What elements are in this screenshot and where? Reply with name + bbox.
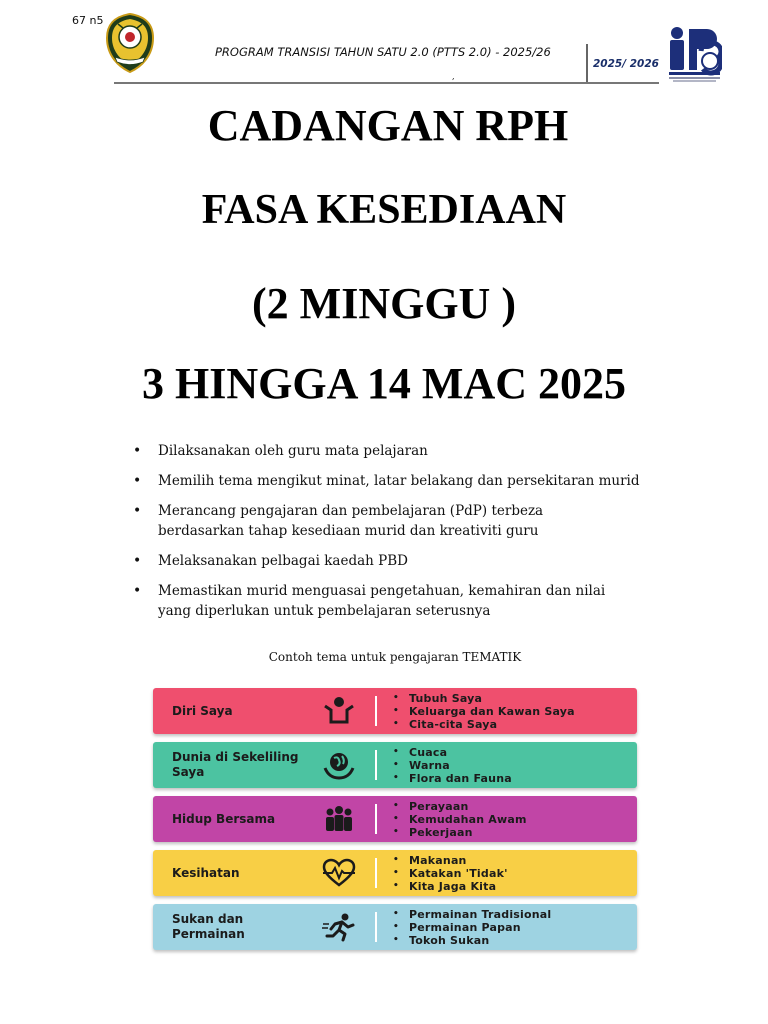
theme-items	[393, 746, 512, 785]
theme-item: • Keluarga dan Kawan Saya	[393, 705, 575, 718]
theme-name-line: Diri Saya	[172, 703, 233, 718]
theme-separator	[375, 912, 377, 942]
heart-pulse-icon	[321, 858, 357, 888]
bullet-item	[133, 551, 673, 571]
theme-items	[393, 854, 508, 893]
header-program: PROGRAM TRANSISI TAHUN SATU 2.0 (PTTS 2.0) - 2025/26	[215, 45, 551, 59]
school-crest-logo	[105, 12, 155, 74]
theme-name-line: Permainan	[172, 927, 245, 941]
theme-name	[158, 796, 313, 842]
bullet-list	[133, 441, 673, 631]
header-year: 2025/ 2026	[593, 58, 659, 70]
globe-hands-icon	[321, 750, 357, 780]
theme-name-line: Kesihatan	[172, 865, 240, 880]
theme-item: • Tubuh Saya	[393, 692, 575, 705]
theme-separator	[375, 696, 377, 726]
title-line-3: (2 MINGGU )	[252, 279, 516, 328]
theme-name-line: Hidup Bersama	[172, 811, 276, 826]
bullet-item	[133, 471, 673, 491]
theme-name-line: Sukan dan	[172, 912, 244, 926]
bullet-text: yang diperlukan untuk pembelajaran seterusnya	[158, 603, 491, 619]
theme-item: • Perayaan	[393, 800, 527, 813]
theme-separator	[375, 750, 377, 780]
theme-items	[393, 908, 551, 947]
theme-name-line: Saya	[172, 765, 205, 779]
theme-item: • Kemudahan Awam	[393, 813, 527, 826]
theme-items	[393, 692, 575, 731]
page-id: 67 n5	[72, 14, 104, 27]
theme-row-dunia	[153, 742, 637, 788]
running-person-icon	[321, 912, 357, 942]
bullet-text: • Memastikan murid menguasai pengetahuan, kemahiran dan nilai	[158, 583, 606, 599]
theme-item: • Cuaca	[393, 746, 512, 759]
theme-name	[158, 850, 313, 896]
theme-item: • Tokoh Sukan	[393, 934, 551, 947]
theme-row-hidup-bersama	[153, 796, 637, 842]
themes-caption: Contoh tema untuk pengajaran TEMATIK	[268, 650, 522, 664]
theme-item: • Permainan Papan	[393, 921, 551, 934]
theme-separator	[375, 858, 377, 888]
bullet-text: • Memilih tema mengikut minat, latar belakang dan persekitaran murid	[158, 473, 640, 489]
theme-name	[158, 688, 313, 734]
theme-item: • Katakan 'Tidak'	[393, 867, 508, 880]
bullet-item	[133, 441, 673, 461]
bullet-text: berdasarkan tahap kesediaan murid dan kreativiti guru	[158, 523, 539, 539]
theme-separator	[375, 804, 377, 834]
bullet-item	[133, 501, 673, 541]
theme-item: • Cita-cita Saya	[393, 718, 575, 731]
theme-row-sukan	[153, 904, 637, 950]
title-line-1: CADANGAN RPH	[207, 101, 569, 150]
title-line-2: FASA KESEDIAAN	[201, 187, 567, 233]
theme-name-line: Dunia di Sekeliling	[172, 750, 299, 764]
theme-item: • Kita Jaga Kita	[393, 880, 508, 893]
bullet-item	[133, 581, 673, 621]
theme-infographic	[153, 688, 637, 958]
theme-row-diri-saya	[153, 688, 637, 734]
theme-row-kesihatan	[153, 850, 637, 896]
people-group-icon	[321, 804, 357, 834]
header-rule	[114, 82, 659, 84]
ptts-25-logo	[667, 25, 722, 83]
title-line-4: 3 HINGGA 14 MAC 2025	[142, 359, 626, 408]
theme-item: • Pekerjaan	[393, 826, 527, 839]
theme-item: • Makanan	[393, 854, 508, 867]
header-mark: ,	[452, 72, 455, 81]
theme-item: • Warna	[393, 759, 512, 772]
bullet-text: • Dilaksanakan oleh guru mata pelajaran	[158, 443, 428, 459]
theme-name	[158, 742, 313, 788]
theme-items	[393, 800, 527, 839]
bullet-text: • Merancang pengajaran dan pembelajaran (PdP) terbeza	[158, 503, 544, 519]
header-divider	[586, 44, 588, 84]
theme-item: • Flora dan Fauna	[393, 772, 512, 785]
person-heart-icon	[321, 696, 357, 726]
bullet-text: • Melaksanakan pelbagai kaedah PBD	[158, 553, 408, 569]
theme-item: • Permainan Tradisional	[393, 908, 551, 921]
theme-name	[158, 904, 313, 950]
